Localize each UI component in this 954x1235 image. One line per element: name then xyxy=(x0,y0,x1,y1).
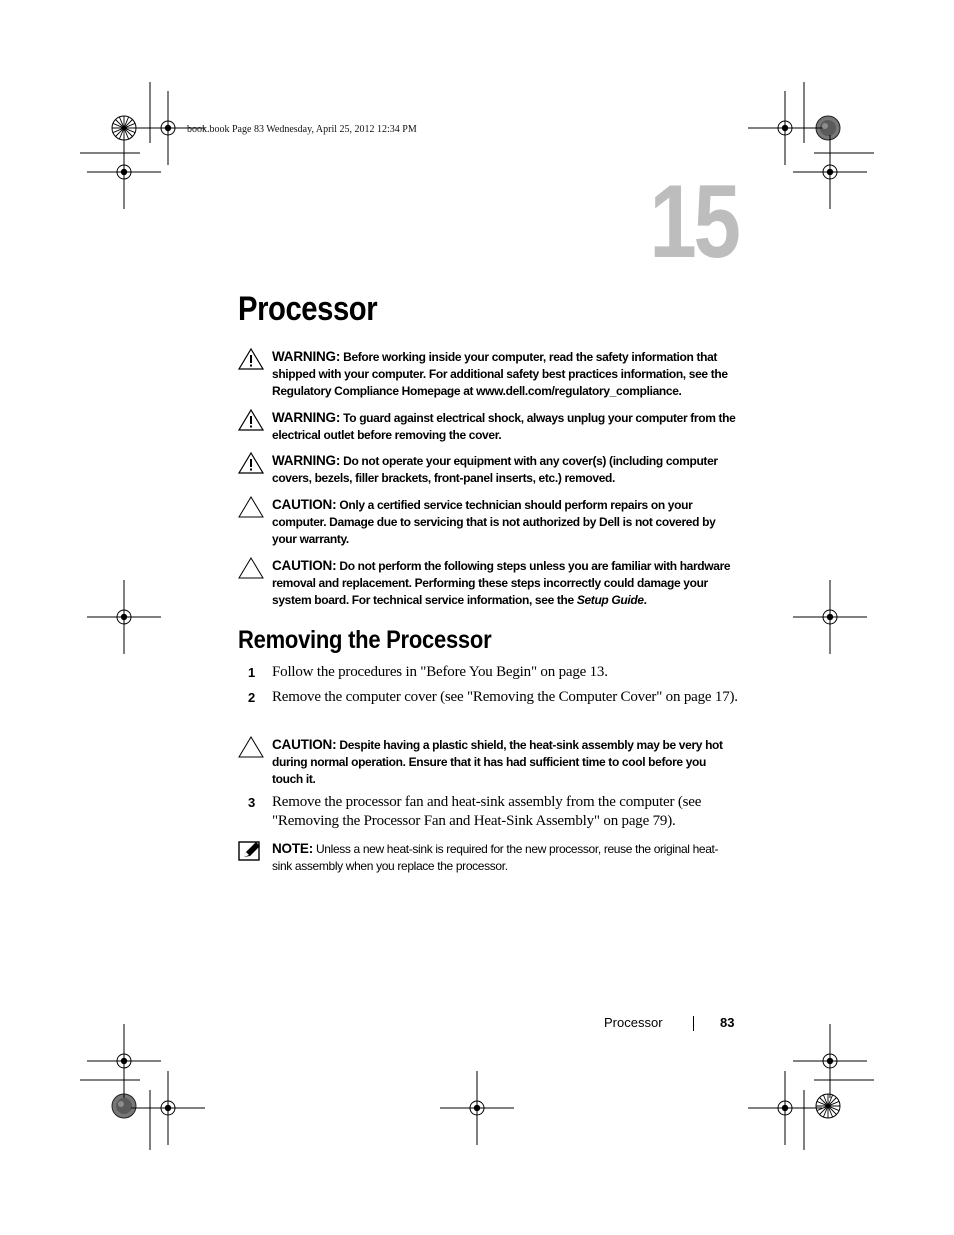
setup-guide-reference: Setup Guide xyxy=(576,593,644,607)
caution-notice xyxy=(238,736,738,788)
warning-triangle-icon xyxy=(238,409,264,431)
caution-notice xyxy=(238,496,738,548)
notice-label: WARNING: xyxy=(272,349,341,364)
notice-label: NOTE: xyxy=(272,841,313,856)
warning-notice xyxy=(238,409,738,444)
notice-text: Despite having a plastic shield, the heat-sink assembly may be very hot during normal operation. Ensure that it has had sufficient time to cool before you touch it. xyxy=(272,738,723,786)
caution-triangle-icon xyxy=(238,557,264,579)
step-item xyxy=(238,663,738,682)
step-item xyxy=(238,793,738,831)
notice-text: To guard against electrical shock, always unplug your computer from the electrical outlet before removing the cover. xyxy=(272,411,736,442)
notice-text: Before working inside your computer, read the safety information that shipped with your computer. For additional safety best practices information, see the Regulatory Compliance Homepage at www.dell.com/regulatory_compliance. xyxy=(272,350,728,398)
notice-label: CAUTION: xyxy=(272,737,337,752)
step-number: 1 xyxy=(248,665,256,680)
note-pencil-icon xyxy=(238,840,262,862)
chapter-title: Processor xyxy=(238,290,378,328)
notice-label: CAUTION: xyxy=(272,497,337,512)
warning-notice xyxy=(238,452,738,487)
chapter-number: 15 xyxy=(649,164,738,280)
warning-triangle-icon xyxy=(238,452,264,474)
step-text: Remove the computer cover (see "Removing the Computer Cover" on page 17). xyxy=(272,689,738,705)
page-number: 83 xyxy=(720,1015,735,1030)
notice-label: WARNING: xyxy=(272,410,341,425)
caution-notice xyxy=(238,557,738,609)
step-number: 2 xyxy=(248,690,256,705)
section-title: Removing the Processor xyxy=(238,626,492,654)
step-number: 3 xyxy=(248,795,256,810)
caution-triangle-icon xyxy=(238,736,264,758)
print-header: book.book Page 83 Wednesday, April 25, 2012 12:34 PM xyxy=(187,124,417,135)
notice-text: Only a certified service technician should perform repairs on your computer. Damage due to servicing that is not authorized by Dell is not covered by your warranty. xyxy=(272,498,716,546)
notice-text: Unless a new heat-sink is required for the new processor, reuse the original heat-sink assembly when you replace the processor. xyxy=(272,842,719,873)
notice-text: Do not operate your equipment with any cover(s) (including computer covers, bezels, filler brackets, front-panel inserts, etc.) removed. xyxy=(272,454,718,485)
notice-label: WARNING: xyxy=(272,453,341,468)
warning-notice xyxy=(238,348,738,400)
notice-label: CAUTION: xyxy=(272,558,337,573)
footer-section-name: Processor xyxy=(604,1015,663,1030)
footer-divider xyxy=(693,1016,694,1031)
warning-triangle-icon xyxy=(238,348,264,370)
note-notice xyxy=(238,840,738,875)
step-text: Remove the processor fan and heat-sink assembly from the computer (see "Removing the Processor Fan and Heat-Sink Assembly" on page 79). xyxy=(272,794,702,829)
step-text: Follow the procedures in "Before You Begin" on page 13. xyxy=(272,664,608,680)
notice-text-tail: . xyxy=(643,593,647,607)
notice-text: Do not perform the following steps unless you are familiar with hardware removal and replacement. Performing these steps incorrectly could damage your system board. For technical service information, see the xyxy=(272,559,731,607)
step-item xyxy=(238,688,738,707)
caution-triangle-icon xyxy=(238,496,264,518)
